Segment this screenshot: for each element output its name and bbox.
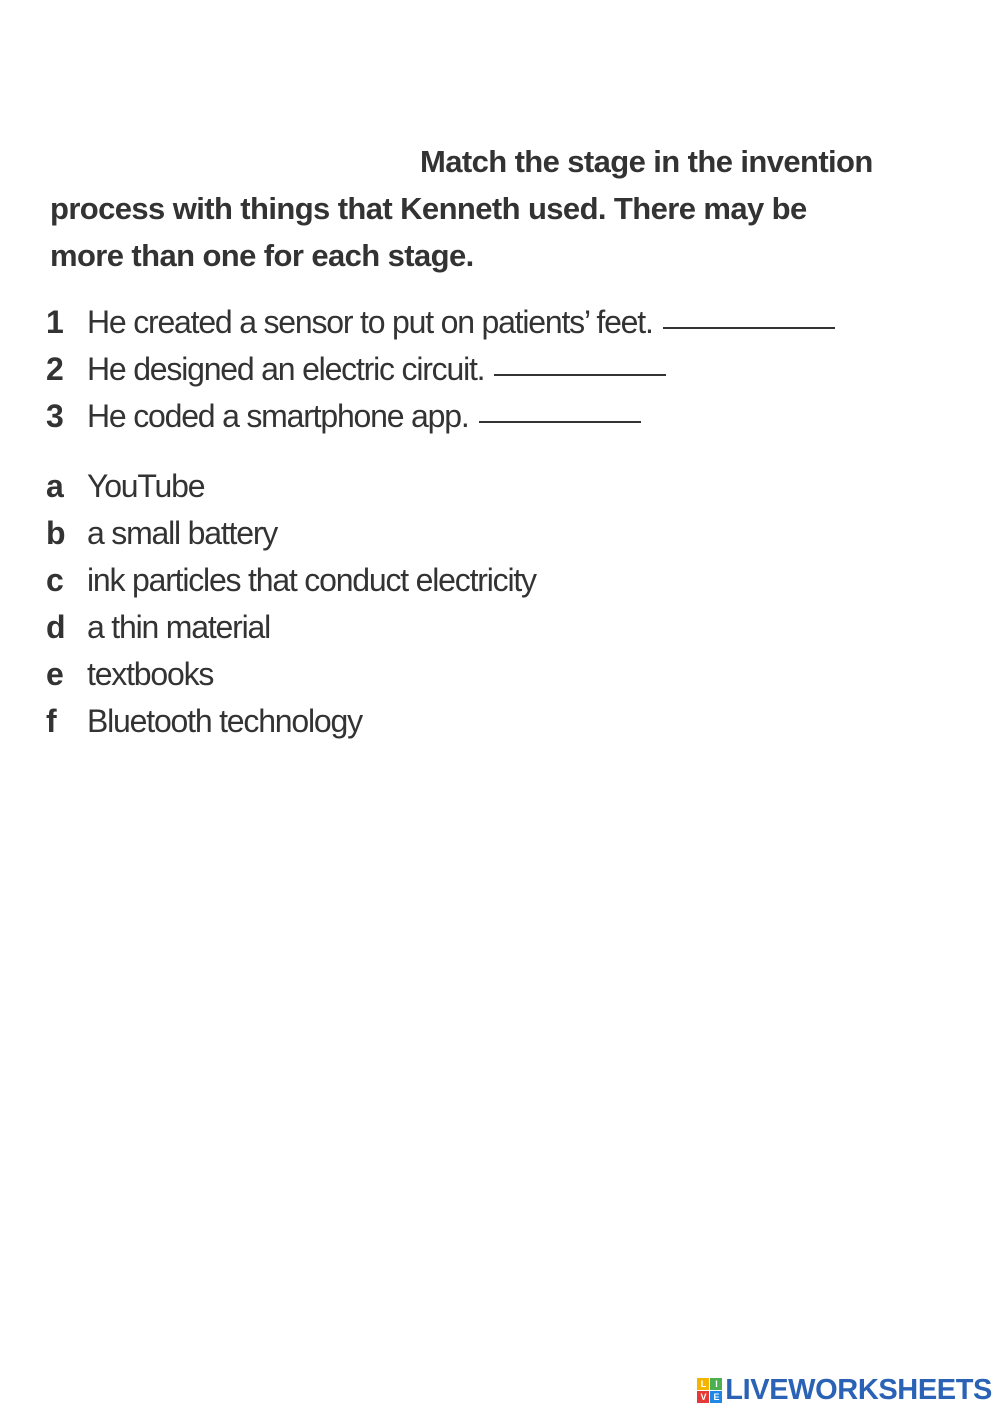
liveworksheets-logo-icon: L I V E bbox=[697, 1378, 722, 1403]
instructions bbox=[50, 138, 930, 279]
question-item bbox=[46, 304, 835, 351]
option-letter: e bbox=[46, 656, 64, 692]
question-number: 3 bbox=[46, 398, 64, 434]
option-letter: a bbox=[46, 468, 64, 504]
brand-name: LIVEWORKSHEETS bbox=[725, 1374, 992, 1406]
option-item bbox=[46, 656, 536, 703]
option-text: a thin material bbox=[87, 609, 270, 645]
answer-blank-2[interactable] bbox=[494, 373, 666, 376]
option-item bbox=[46, 562, 536, 609]
question-text: He coded a smartphone app. bbox=[87, 398, 469, 434]
option-item bbox=[46, 703, 536, 750]
question-number: 1 bbox=[46, 304, 64, 340]
answer-blank-3[interactable] bbox=[479, 420, 641, 423]
question-text: He designed an electric circuit. bbox=[87, 351, 485, 387]
question-text: He created a sensor to put on patients’ feet. bbox=[87, 304, 653, 340]
question-list bbox=[46, 304, 835, 445]
option-text: YouTube bbox=[87, 468, 205, 504]
liveworksheets-brand bbox=[697, 1374, 992, 1407]
option-letter: c bbox=[46, 562, 64, 598]
instructions-line-1: Match the stage in the invention bbox=[420, 144, 873, 179]
question-item bbox=[46, 398, 835, 445]
option-text: ink particles that conduct electricity bbox=[87, 562, 536, 598]
option-text: textbooks bbox=[87, 656, 214, 692]
option-list bbox=[46, 468, 536, 750]
question-item bbox=[46, 351, 835, 398]
option-item bbox=[46, 468, 536, 515]
instructions-line-2: process with things that Kenneth used. There may be bbox=[50, 191, 807, 226]
option-item bbox=[46, 609, 536, 656]
option-letter: b bbox=[46, 515, 66, 551]
option-letter: f bbox=[46, 703, 57, 739]
answer-blank-1[interactable] bbox=[663, 326, 835, 329]
option-item bbox=[46, 515, 536, 562]
question-number: 2 bbox=[46, 351, 64, 387]
option-text: Bluetooth technology bbox=[87, 703, 362, 739]
instructions-line-3: more than one for each stage. bbox=[50, 238, 474, 273]
option-letter: d bbox=[46, 609, 66, 645]
option-text: a small battery bbox=[87, 515, 278, 551]
